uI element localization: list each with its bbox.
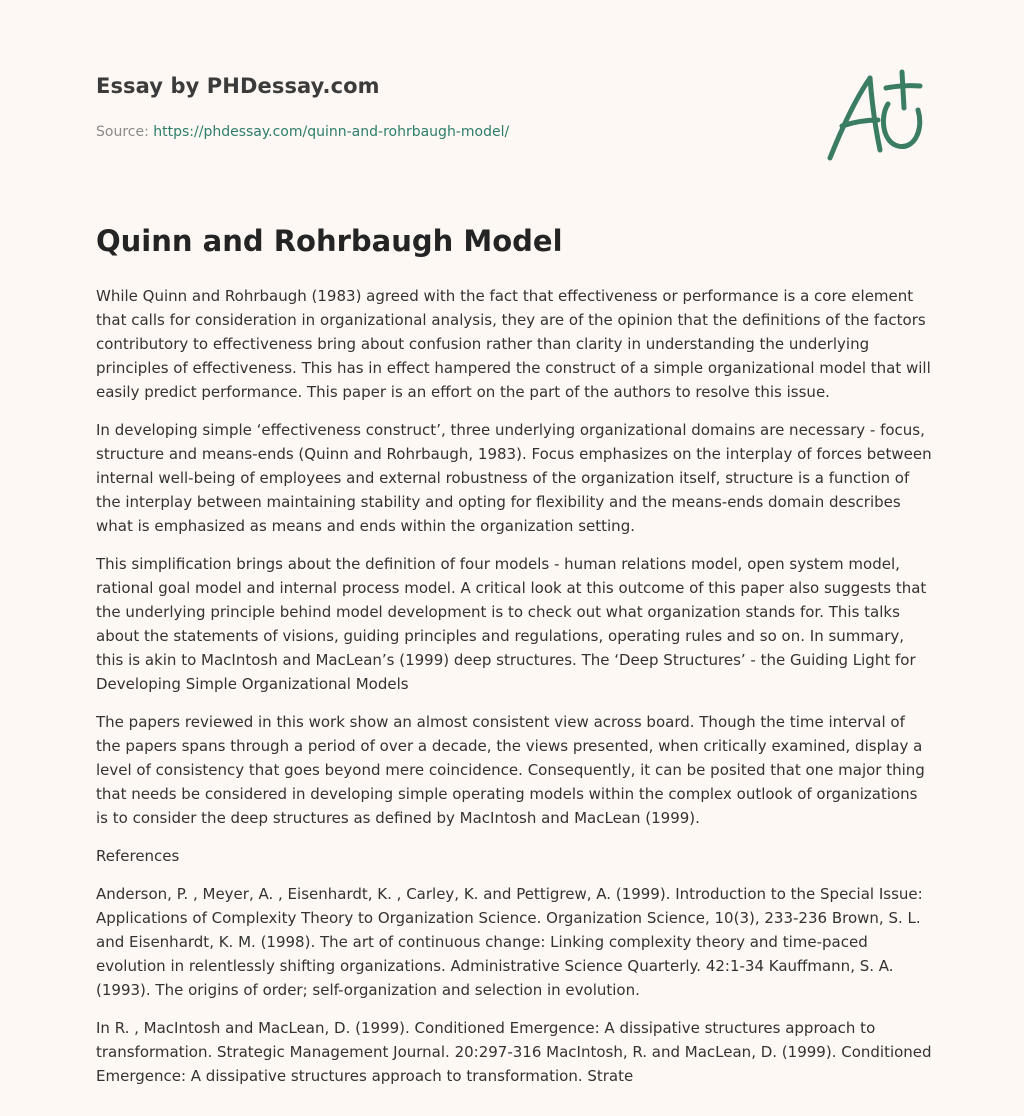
paragraph: This simplification brings about the definition of four models - human relations model, open system model, rational goal model and internal process model. A critical look at this outcome of this paper also suggests that the underlying principle behind model development is to check out what organization stands for. This talks about the statements of visions, guiding principles and regulations, operating rules and so on. In summary, this is akin to MacIntosh and MacLean’s (1999) deep structures. The ‘Deep Structures’ - the Guiding Light for Developing Simple Organizational Models bbox=[96, 555, 927, 693]
reference-paragraph: Anderson, P. , Meyer, A. , Eisenhardt, K. , Carley, K. and Pettigrew, A. (1999). Introduction to the Special Issue: Applications of Complexity Theory to Organization Science. Organization Science, 10(3), 233-236 Brown, S. L. and Eisenhardt, K. M. (1998). The art of continuous change: Linking complexity theory and time-paced evolution in relentlessly shifting organizations. Administrative Science Quarterly. 42:1-34 Kauffmann, S. A. (1993). The origins of order; self-organization and selection in evolution. bbox=[96, 885, 923, 999]
source-line bbox=[96, 124, 509, 140]
source-label: Source: bbox=[96, 124, 149, 140]
paragraph: In developing simple ‘effectiveness construct’, three underlying organizational domains are necessary - focus, structure and means-ends (Quinn and Rohrbaugh, 1983). Focus emphasizes on the interplay of forces between internal well-being of employees and external robustness of the organization itself, structure is a function of the interplay between maintaining stability and opting for flexibility and the means-ends domain describes what is emphasized as means and ends within the organization setting. bbox=[96, 421, 932, 535]
source-link[interactable]: https://phdessay.com/quinn-and-rohrbaugh-model/ bbox=[153, 124, 510, 140]
site-brand-title: Essay by PHDessay.com bbox=[96, 74, 380, 98]
a-plus-logo-icon bbox=[820, 64, 930, 168]
reference-paragraph: In R. , MacIntosh and MacLean, D. (1999). Conditioned Emergence: A dissipative structures approach to transformation. Strategic Management Journal. 20:297-316 MacIntosh, R. and MacLean, D. (1999). Conditioned Emergence: A dissipative structures approach to transformation. Strate bbox=[96, 1019, 932, 1085]
paragraph: While Quinn and Rohrbaugh (1983) agreed with the fact that effectiveness or performance is a core element that calls for consideration in organizational analysis, they are of the opinion that the definitions of the factors contributory to effectiveness bring about confusion rather than clarity in understanding the underlying principles of effectiveness. This has in effect hampered the construct of a simple organizational model that will easily predict performance. This paper is an effort on the part of the authors to resolve this issue. bbox=[96, 287, 931, 401]
essay-title: Quinn and Rohrbaugh Model bbox=[96, 224, 563, 258]
paragraph: The papers reviewed in this work show an almost consistent view across board. Though the time interval of the papers spans through a period of over a decade, the views presented, when critically examined, display a level of consistency that goes beyond mere coincidence. Consequently, it can be posited that one major thing that needs be considered in developing simple operating models within the complex outlook of organizations is to consider the deep structures as defined by MacIntosh and MacLean (1999). bbox=[96, 713, 925, 827]
essay-body bbox=[96, 284, 932, 1102]
references-heading: References bbox=[96, 847, 180, 865]
